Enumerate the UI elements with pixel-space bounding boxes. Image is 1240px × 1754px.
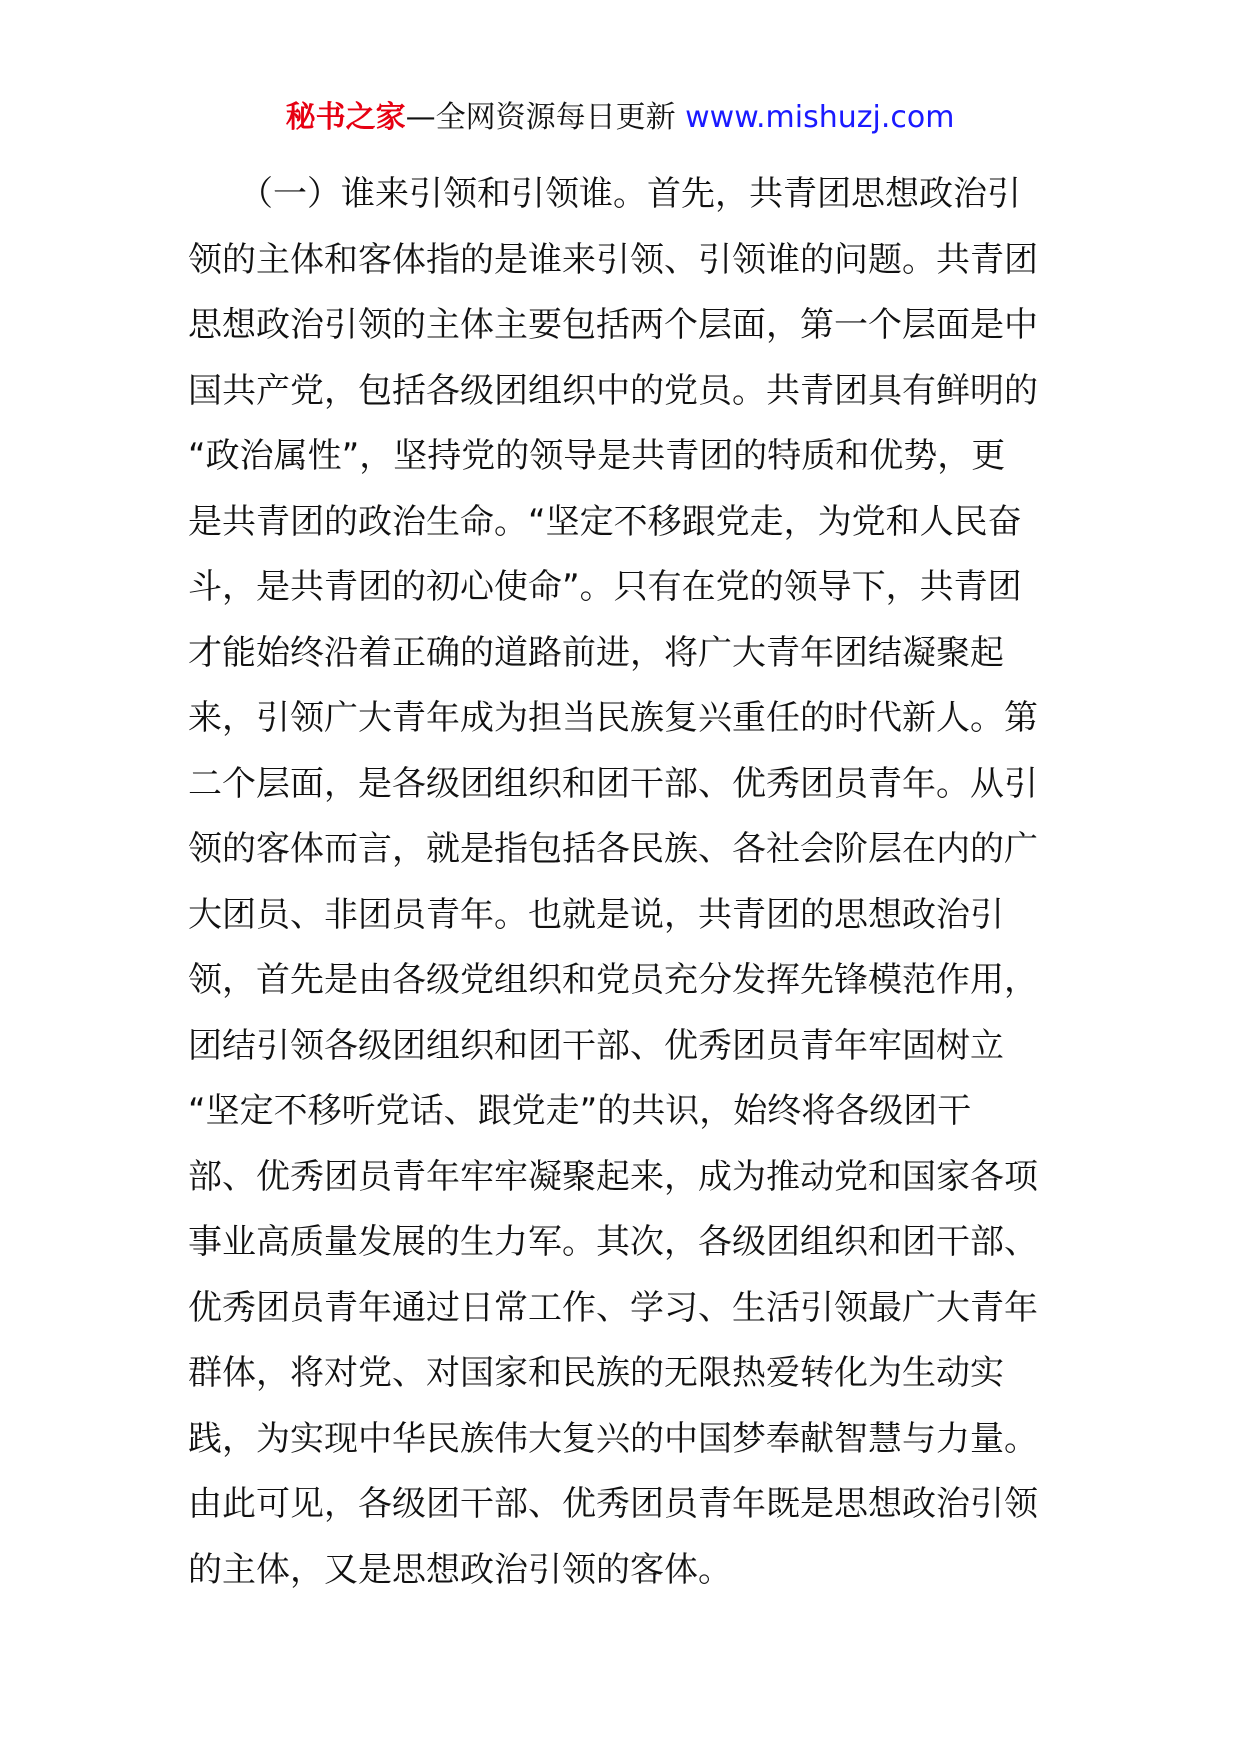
brand-name: 秘书之家 (285, 100, 406, 135)
site-url-link[interactable]: www.mishuzj.com (685, 100, 955, 135)
paragraph-line: （一）谁来引领和引领谁。首先，共青团思想政治引 (188, 174, 1021, 214)
paragraph-line: 斗，是共青团的初心使命”。只有在党的领导下，共青团 (188, 567, 1022, 607)
paragraph-line: 是共青团的政治生命。“坚定不移跟党走，为党和人民奋 (188, 501, 1022, 542)
paragraph-line: 优秀团员青年通过日常工作、学习、生活引领最广大青年 (188, 1287, 1038, 1328)
site-header (0, 98, 1240, 138)
paragraph-line: “政治属性”，坚持党的领导是共青团的特质和优势，更 (188, 436, 1006, 476)
paragraph-line: 领的主体和客体指的是谁来引领、引领谁的问题。共青团 (188, 239, 1038, 280)
paragraph-line: 国共产党，包括各级团组织中的党员。共青团具有鲜明的 (188, 370, 1038, 411)
paragraph-line: 群体，将对党、对国家和民族的无限热爱转化为生动实 (188, 1353, 1004, 1393)
paragraph-line: 大团员、非团员青年。也就是说，共青团的思想政治引 (188, 894, 1004, 935)
header-tagline: —全网资源每日更新 (405, 100, 686, 135)
paragraph-line: 来，引领广大青年成为担当民族复兴重任的时代新人。第 (188, 698, 1038, 738)
paragraph-line: 团结引领各级团组织和团干部、优秀团员青年牢固树立 (188, 1025, 1004, 1066)
paragraph-line: 的主体，又是思想政治引领的客体。 (188, 1549, 732, 1590)
body-paragraph (188, 162, 1060, 1603)
paragraph-line: “坚定不移听党话、跟党走”的共识，始终将各级团干 (188, 1091, 972, 1131)
paragraph-line: 才能始终沿着正确的道路前进，将广大青年团结凝聚起 (188, 632, 1004, 673)
paragraph-line: 事业高质量发展的生力军。其次，各级团组织和团干部、 (188, 1222, 1038, 1262)
paragraph-line: 领，首先是由各级党组织和党员充分发挥先锋模范作用， (188, 960, 1038, 1000)
paragraph-line: 二个层面，是各级团组织和团干部、优秀团员青年。从引 (188, 763, 1038, 804)
paragraph-line: 由此可见，各级团干部、优秀团员青年既是思想政治引领 (188, 1484, 1038, 1524)
paragraph-line: 践，为实现中华民族伟大复兴的中国梦奉献智慧与力量。 (188, 1418, 1038, 1459)
paragraph-line: 思想政治引领的主体主要包括两个层面，第一个层面是中 (188, 305, 1038, 345)
paragraph-line: 领的客体而言，就是指包括各民族、各社会阶层在内的广 (188, 829, 1038, 869)
paragraph-line: 部、优秀团员青年牢牢凝聚起来，成为推动党和国家各项 (188, 1156, 1038, 1197)
